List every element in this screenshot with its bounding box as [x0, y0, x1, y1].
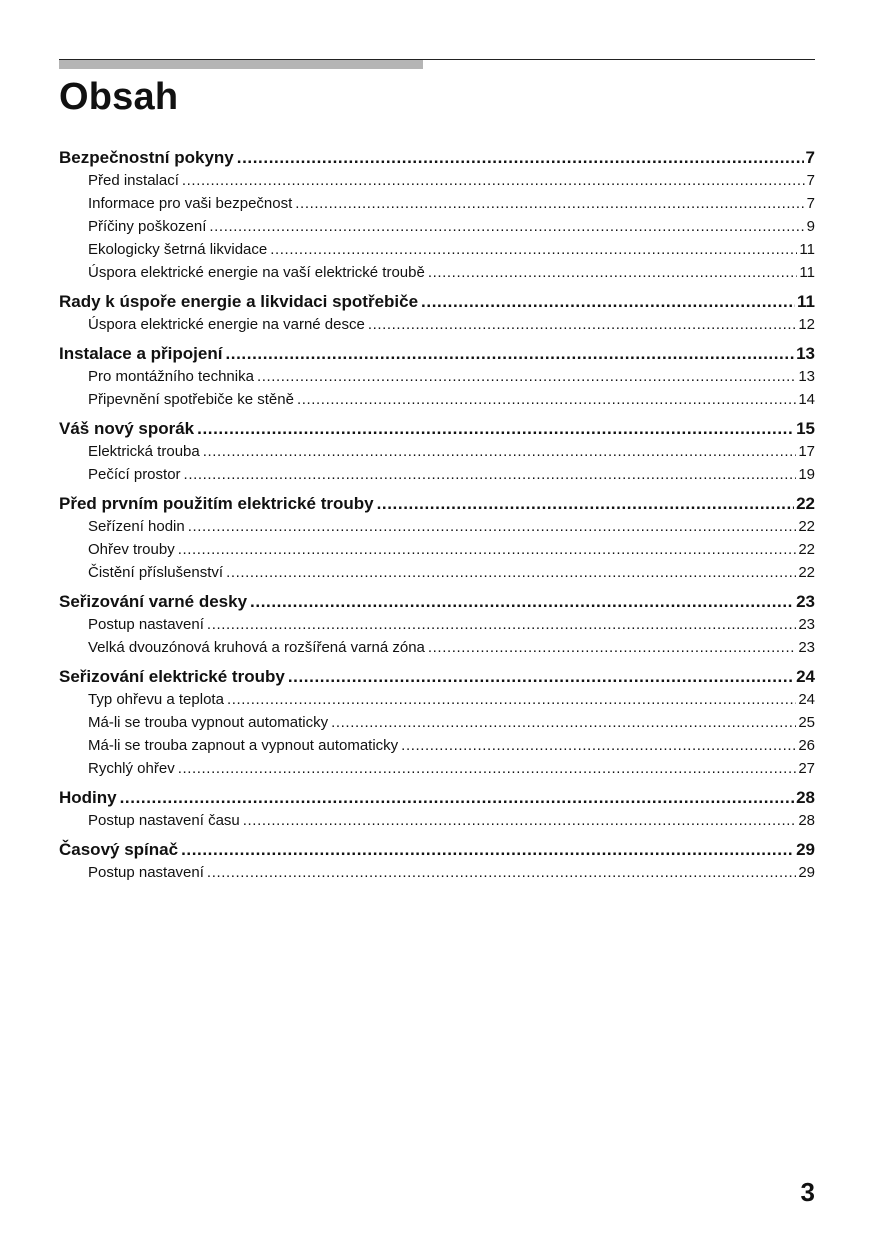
dot-leader [421, 290, 795, 313]
toc-entry[interactable] [59, 313, 815, 336]
dot-leader [428, 261, 798, 284]
toc-chapter-label: Rady k úspoře energie a likvidaci spotřebiče [59, 292, 419, 311]
toc-entry-page: 25 [798, 714, 815, 731]
toc-chapter[interactable] [59, 342, 815, 365]
dot-leader [120, 786, 794, 809]
dot-leader [295, 192, 804, 215]
toc-section [59, 290, 815, 336]
toc-entry-label: Rychlý ohřev [88, 760, 175, 777]
page-number: 3 [800, 1177, 815, 1207]
dot-leader [182, 169, 805, 192]
toc-chapter-label: Seřizování elektrické trouby [59, 667, 285, 686]
header-accent-bar [59, 60, 423, 69]
toc-entry-label: Čistění příslušenství [88, 564, 224, 581]
toc-section [59, 342, 815, 411]
toc-entry-page: 23 [798, 639, 815, 656]
toc-chapter[interactable] [59, 290, 815, 313]
dot-leader [270, 238, 797, 261]
toc-entry[interactable] [59, 734, 815, 757]
toc-section [59, 665, 815, 780]
toc-entry-label: Seřízení hodin [88, 518, 185, 535]
toc-entry-page: 11 [799, 264, 815, 281]
toc-entry[interactable] [59, 463, 815, 486]
dot-leader [237, 146, 804, 169]
dot-leader [188, 515, 797, 538]
dot-leader [207, 613, 796, 636]
toc-chapter-label: Bezpečnostní pokyny [59, 148, 234, 167]
toc-chapter-page: 29 [796, 840, 815, 859]
toc-entry-label: Postup nastavení času [88, 812, 240, 829]
dot-leader [226, 561, 796, 584]
toc-entry-page: 23 [798, 616, 815, 633]
toc-chapter[interactable] [59, 590, 815, 613]
toc-entry[interactable] [59, 809, 815, 832]
toc-chapter[interactable] [59, 786, 815, 809]
table-of-contents [59, 146, 815, 884]
toc-entry-page: 22 [798, 518, 815, 535]
toc-entry-label: Elektrická trouba [88, 443, 200, 460]
toc-entry-label: Připevnění spotřebiče ke stěně [88, 391, 294, 408]
toc-chapter[interactable] [59, 838, 815, 861]
toc-entry[interactable] [59, 169, 815, 192]
dot-leader [250, 590, 794, 613]
toc-entry-label: Informace pro vaši bezpečnost [88, 195, 293, 212]
toc-section [59, 838, 815, 884]
toc-chapter-label: Hodiny [59, 788, 117, 807]
toc-entry-page: 11 [799, 241, 815, 258]
dot-leader [207, 861, 796, 884]
toc-entry[interactable] [59, 757, 815, 780]
dot-leader [401, 734, 796, 757]
toc-entry-label: Typ ohřevu a teplota [88, 691, 224, 708]
toc-chapter-page: 13 [796, 344, 815, 363]
toc-entry-label: Má-li se trouba zapnout a vypnout automaticky [88, 737, 399, 754]
toc-entry-label: Postup nastavení [88, 864, 204, 881]
toc-entry-label: Velká dvouzónová kruhová a rozšířená varná zóna [88, 639, 425, 656]
toc-entry[interactable] [59, 561, 815, 584]
toc-entry-label: Má-li se trouba vypnout automaticky [88, 714, 329, 731]
toc-entry[interactable] [59, 711, 815, 734]
toc-entry-page: 26 [798, 737, 815, 754]
toc-entry-page: 27 [798, 760, 815, 777]
toc-entry-page: 12 [798, 316, 815, 333]
toc-chapter-page: 28 [796, 788, 815, 807]
toc-chapter-page: 11 [797, 292, 815, 311]
toc-entry[interactable] [59, 861, 815, 884]
dot-leader [178, 538, 797, 561]
toc-entry-label: Ohřev trouby [88, 541, 175, 558]
toc-section [59, 146, 815, 284]
dot-leader [297, 388, 796, 411]
toc-entry-page: 17 [798, 443, 815, 460]
toc-entry-page: 28 [798, 812, 815, 829]
toc-entry-page: 7 [806, 195, 815, 212]
toc-entry-page: 19 [798, 466, 815, 483]
toc-entry-page: 24 [798, 691, 815, 708]
toc-section [59, 590, 815, 659]
page-title: Obsah [59, 76, 179, 118]
dot-leader [377, 492, 795, 515]
toc-entry[interactable] [59, 238, 815, 261]
dot-leader [209, 215, 804, 238]
toc-entry[interactable] [59, 613, 815, 636]
toc-entry-page: 9 [806, 218, 815, 235]
toc-entry[interactable] [59, 215, 815, 238]
dot-leader [184, 463, 797, 486]
toc-entry-page: 22 [798, 564, 815, 581]
toc-chapter-label: Časový spínač [59, 840, 179, 859]
toc-entry-label: Ekologicky šetrná likvidace [88, 241, 268, 258]
dot-leader [368, 313, 796, 336]
toc-chapter[interactable] [59, 417, 815, 440]
toc-chapter-page: 7 [805, 148, 815, 167]
dot-leader [243, 809, 797, 832]
toc-chapter[interactable] [59, 146, 815, 169]
toc-entry[interactable] [59, 636, 815, 659]
toc-entry-label: Postup nastavení [88, 616, 204, 633]
dot-leader [428, 636, 796, 659]
toc-entry-label: Před instalací [88, 172, 179, 189]
toc-chapter-page: 24 [796, 667, 815, 686]
toc-entry[interactable] [59, 688, 815, 711]
toc-entry-page: 22 [798, 541, 815, 558]
toc-section [59, 417, 815, 486]
toc-entry[interactable] [59, 440, 815, 463]
toc-chapter-page: 15 [796, 419, 815, 438]
toc-entry[interactable] [59, 515, 815, 538]
toc-entry-page: 7 [806, 172, 815, 189]
dot-leader [178, 757, 797, 780]
toc-entry-label: Pro montážního technika [88, 368, 254, 385]
toc-section [59, 786, 815, 832]
toc-entry-label: Úspora elektrické energie na vaší elektrické troubě [88, 264, 425, 281]
toc-chapter-label: Před prvním použitím elektrické trouby [59, 494, 374, 513]
dot-leader [288, 665, 794, 688]
dot-leader [203, 440, 797, 463]
toc-chapter[interactable] [59, 665, 815, 688]
toc-chapter[interactable] [59, 492, 815, 515]
dot-leader [257, 365, 796, 388]
toc-entry[interactable] [59, 365, 815, 388]
toc-entry[interactable] [59, 388, 815, 411]
toc-entry-label: Úspora elektrické energie na varné desce [88, 316, 365, 333]
dot-leader [181, 838, 794, 861]
toc-entry[interactable] [59, 538, 815, 561]
toc-entry-page: 14 [798, 391, 815, 408]
toc-entry[interactable] [59, 192, 815, 215]
toc-chapter-page: 22 [796, 494, 815, 513]
toc-chapter-label: Instalace a připojení [59, 344, 223, 363]
toc-chapter-label: Seřizování varné desky [59, 592, 248, 611]
dot-leader [225, 342, 794, 365]
dot-leader [197, 417, 794, 440]
toc-entry-label: Pečící prostor [88, 466, 181, 483]
toc-entry[interactable] [59, 261, 815, 284]
toc-entry-page: 29 [798, 864, 815, 881]
toc-chapter-label: Váš nový sporák [59, 419, 195, 438]
toc-section [59, 492, 815, 584]
dot-leader [227, 688, 796, 711]
toc-entry-label: Příčiny poškození [88, 218, 207, 235]
toc-entry-page: 13 [798, 368, 815, 385]
dot-leader [331, 711, 796, 734]
toc-chapter-page: 23 [796, 592, 815, 611]
